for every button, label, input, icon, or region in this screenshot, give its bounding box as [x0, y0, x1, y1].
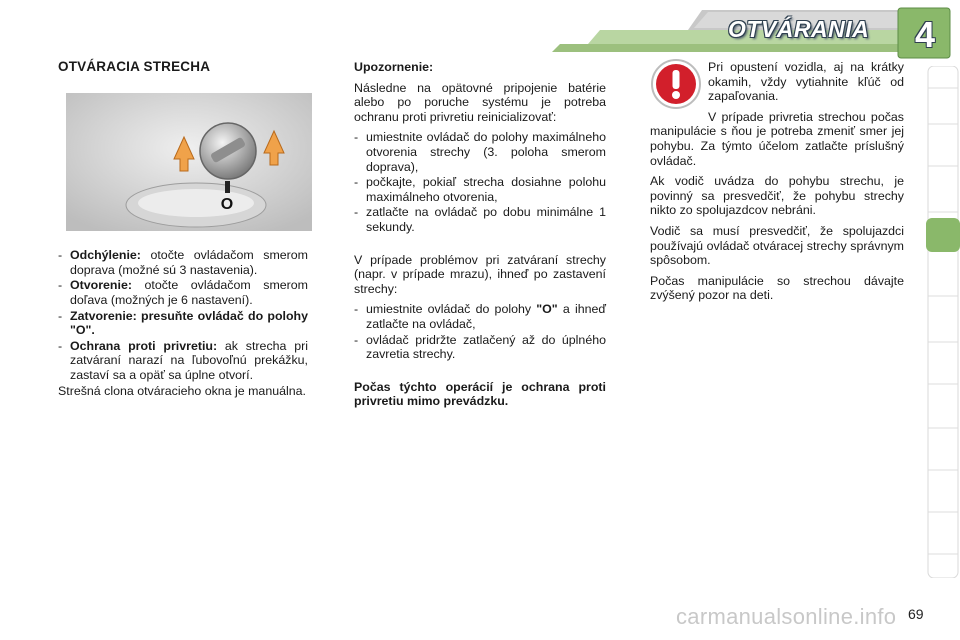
notice-title: Upozornenie:: [354, 60, 434, 74]
paragraph: Vodič sa musí presvedčiť, že spolujazdci používajú ovládač otváracej strechy správnym spôsobom.: [650, 223, 904, 268]
list-item: - Ochrana proti privretiu: ak strecha pri zatváraní narazí na ľubovoľnú prekážku, zastaví sa a opäť sa úplne otvorí.: [58, 338, 308, 382]
paragraph: Pri opustení vozidla, aj na krátky okamih, vždy vytiahnite kľúč od zapaľovania.: [708, 60, 904, 104]
column-left: [58, 60, 308, 404]
problem-paragraph: V prípade problémov pri zatváraní strechy (napr. v prípade mrazu), ihneď po zastavení strechy:: [354, 252, 606, 296]
list-item: - umiestnite ovládač do polohy "O" a ihneď zatlačte na ovládač,: [354, 302, 606, 331]
paragraph: Počas manipulácie so strechou dávajte zvýšený pozor na deti.: [650, 273, 904, 303]
paragraph: V prípade privretia strechou počas manipulácie s ňou je potreba zmeniť smer jej pohybu. Za týmto účelom zatlačte príslušný ovládač.: [650, 109, 904, 168]
photo-o-label: O: [220, 195, 234, 213]
column-right: [650, 60, 904, 309]
notice-intro: Následne na opätovné pripojenie batérie alebo po poruche systému je potreba ochranu proti privretiu reinicializovať:: [354, 80, 606, 124]
list-item: - Odchýlenie: otočte ovládačom smerom doprava (možné sú 3 nastavenia).: [58, 248, 308, 277]
list-item: - Zatvorenie: presuňte ovládač do polohy "O".: [58, 308, 308, 338]
list-item: - počkajte, pokiaľ strecha dosiahne polohu maximálneho otvorenia,: [354, 175, 606, 204]
paragraph: Ak vodič uvádza do pohybu strechu, je povinný sa presvedčiť, že pohybu strechy nikto zo spolujazdcov nebráni.: [650, 174, 904, 218]
page-header: [0, 0, 960, 62]
sunroof-control-photo: [66, 93, 312, 231]
list-item: - Otvorenie: otočte ovládačom smerom doľava (možných je 6 nastavení).: [58, 278, 308, 307]
chapter-title: OTVÁRANIA: [728, 16, 870, 42]
section-title: OTVÁRACIA STRECHA: [58, 59, 211, 74]
warning-block: [650, 60, 904, 168]
active-tab: [926, 218, 960, 252]
warning-icon: [650, 58, 702, 110]
column-middle: [354, 60, 606, 415]
chapter-tabs: [926, 66, 960, 578]
blind-note: Strešná clona otváracieho okna je manuálna.: [58, 383, 306, 398]
watermark: carmanualsonline.info: [676, 604, 897, 629]
list-item: - zatlačte na ovládač po dobu minimálne 1 sekundy.: [354, 205, 606, 234]
chapter-number: 4: [914, 14, 936, 55]
warning-text: Počas týchto operácií je ochrana proti privretiu mimo prevádzku.: [354, 379, 606, 409]
list-item: - umiestnite ovládač do polohy maximálneho otvorenia strechy (3. poloha smerom doprava),: [354, 130, 606, 174]
list-item: - ovládač pridržte zatlačený až do úplného zavretia strechy.: [354, 332, 606, 362]
page-number: 69: [908, 606, 924, 622]
